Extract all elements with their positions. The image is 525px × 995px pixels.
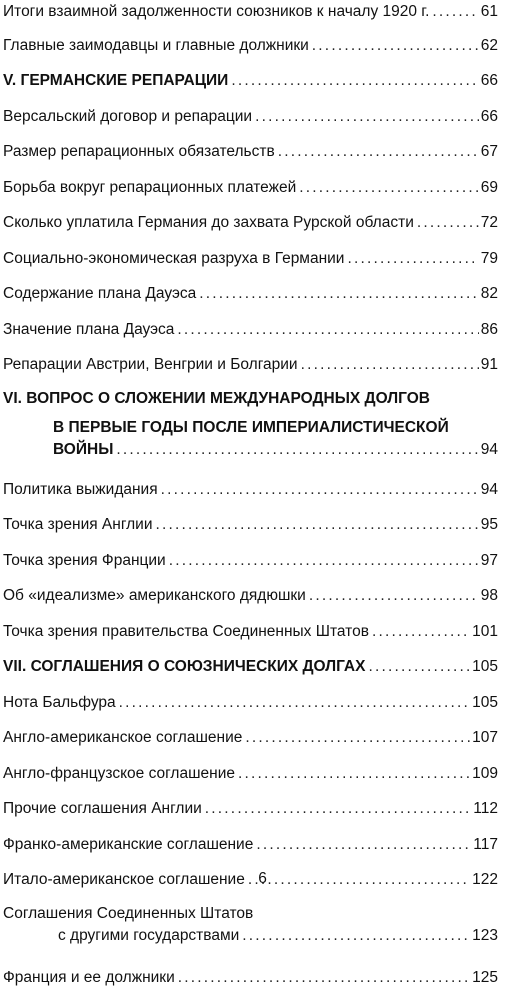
- toc-entry-page: 67: [480, 143, 498, 160]
- toc-leader-dots: [347, 250, 478, 268]
- toc-entry-page: 98: [480, 587, 498, 604]
- toc-section-title-line: В ПЕРВЫЕ ГОДЫ ПОСЛЕ ИМПЕРИАЛИСТИЧЕСКОЙ: [53, 419, 449, 436]
- toc-leader-dots: [199, 285, 479, 303]
- toc-entry: [3, 98, 498, 134]
- toc-entry-page: 82: [480, 285, 498, 302]
- toc-entry: [3, 27, 498, 63]
- toc-entry: [3, 684, 498, 720]
- toc-entry-page: 86: [480, 320, 498, 338]
- toc-entry-page: 112: [473, 800, 498, 817]
- toc-entry: [3, 276, 498, 312]
- toc-entry-page: 61: [480, 3, 498, 20]
- toc-entry: [3, 542, 498, 578]
- toc-section-heading: [3, 382, 498, 471]
- toc-entry-title: Англо-американское соглашение: [3, 729, 243, 746]
- toc-entry-title: Размер репарационных обязательств: [3, 143, 275, 160]
- toc-entry-page: 66: [480, 72, 498, 89]
- toc-entry-page: 105: [472, 658, 498, 675]
- toc-entry-title: Точка зрения правительства Соединенных Штатов: [3, 622, 369, 640]
- toc-entry-title: Об «идеализме» американского дядюшки: [3, 587, 306, 604]
- toc-entry-title: Итоги взаимной задолженности союзников к началу 1920 г.: [3, 3, 430, 20]
- toc-entry-title: Прочие соглашения Англии: [3, 800, 202, 817]
- toc-entry-page: 125: [472, 968, 498, 986]
- toc-entry-title: Социально-экономическая разруха в Германии: [3, 249, 345, 267]
- page-number: 6: [258, 870, 267, 887]
- toc-entry-page: 66: [480, 107, 498, 125]
- toc-entry: [3, 134, 498, 170]
- toc-entry-title: Сколько уплатила Германия до захвата Рурской области: [3, 214, 414, 231]
- toc-entry-title: Франко-американские соглашение: [3, 835, 254, 853]
- toc-entry-page: 123: [472, 927, 498, 944]
- toc-entry-page: 69: [480, 178, 498, 196]
- toc-leader-dots: [368, 658, 470, 676]
- toc-entry-title: Соглашения Соединенных Штатов: [3, 905, 254, 922]
- toc-entry-page: 122: [472, 871, 498, 888]
- toc-entry-page: 105: [472, 693, 498, 711]
- toc-entry-page: 97: [480, 551, 498, 569]
- toc-entry: [3, 0, 498, 27]
- toc-entry-page: 107: [472, 729, 498, 746]
- toc-leader-dots: [205, 800, 472, 818]
- toc-leader-dots: [372, 623, 470, 641]
- toc-leader-dots: [161, 481, 479, 499]
- toc-leader-dots: [255, 108, 479, 126]
- toc-entry: [3, 347, 498, 383]
- toc-section-title-line: VI. ВОПРОС О СЛОЖЕНИИ МЕЖДУНАРОДНЫХ ДОЛГОВ: [3, 390, 430, 407]
- toc-entry-page: 117: [473, 835, 498, 853]
- toc-entry: [3, 613, 498, 649]
- toc-entry-title: VII. СОГЛАШЕНИЯ О СОЮЗНИЧЕСКИХ ДОЛГАХ: [3, 658, 366, 675]
- toc-entry-page: 94: [480, 441, 498, 458]
- toc-entry: [3, 755, 498, 791]
- toc-entry: [3, 507, 498, 543]
- toc-entry-title: Значение плана Дауэса: [3, 320, 175, 338]
- toc-leader-dots: [301, 356, 479, 374]
- toc-entry-title: Репарации Австрии, Венгрии и Болгарии: [3, 356, 298, 373]
- toc-entry-page: 62: [480, 36, 498, 54]
- toc-entry-page: 95: [480, 516, 498, 533]
- toc-entry-title: Точка зрения Франции: [3, 551, 166, 569]
- toc-leader-dots: [116, 441, 478, 459]
- toc-entry-page: 101: [472, 622, 498, 640]
- toc-entry-page: 91: [480, 356, 498, 373]
- toc-entry: [3, 471, 498, 507]
- toc-entry: [3, 169, 498, 205]
- toc-entry: [3, 311, 498, 347]
- toc-leader-dots: [278, 143, 479, 161]
- toc-entry: [3, 240, 498, 276]
- toc-entry-page: 109: [472, 764, 498, 782]
- toc-entry-title: Англо-французское соглашение: [3, 764, 235, 782]
- toc-leader-dots: [256, 836, 471, 854]
- toc-section-heading: [3, 63, 498, 99]
- toc-leader-dots: [312, 37, 479, 55]
- toc-entry-title: Борьба вокруг репарационных платежей: [3, 178, 297, 196]
- toc-leader-dots: [242, 927, 470, 945]
- toc-entry-title: Нота Бальфура: [3, 693, 116, 711]
- toc-entry-page: 79: [480, 249, 498, 267]
- toc-section-heading: [3, 649, 498, 685]
- toc-entry-title: Главные заимодавцы и главные должники: [3, 36, 309, 54]
- toc-entry-title: Франция и ее должники: [3, 968, 175, 986]
- toc-entry-title: Точка зрения Англии: [3, 516, 153, 533]
- toc-entry: [3, 720, 498, 756]
- toc-entry-title: Версальский договор и репарации: [3, 107, 253, 125]
- toc-leader-dots: [156, 516, 479, 534]
- toc-leader-dots: [417, 214, 479, 232]
- toc-leader-dots: [119, 694, 470, 712]
- toc-entry-title: V. ГЕРМАНСКИЕ РЕПАРАЦИИ: [3, 72, 229, 89]
- toc-leader-dots: [238, 765, 470, 783]
- toc-entry-title: с другими государствами: [58, 927, 240, 944]
- toc-leader-dots: [178, 969, 470, 987]
- toc-leader-dots: [177, 321, 478, 339]
- toc-entry-title: Итало-американское соглашение: [3, 871, 245, 888]
- toc-leader-dots: [299, 179, 478, 197]
- toc-entry: [3, 205, 498, 241]
- toc-entry: [3, 791, 498, 827]
- toc-entry-title: Содержание плана Дауэса: [3, 285, 197, 302]
- toc-entry-page: 72: [480, 214, 498, 231]
- toc-leader-dots: [169, 552, 479, 570]
- toc-leader-dots: [231, 72, 478, 90]
- toc-entry: [3, 897, 498, 959]
- toc-entry: [3, 578, 498, 614]
- table-of-contents: [3, 0, 498, 995]
- toc-entry: [3, 826, 498, 862]
- toc-entry: [3, 959, 498, 995]
- toc-entry-page: 94: [480, 480, 498, 498]
- toc-leader-dots: [245, 729, 470, 747]
- toc-leader-dots: [432, 3, 478, 21]
- toc-entry-title: Политика выжидания: [3, 480, 158, 498]
- toc-leader-dots: [309, 587, 479, 605]
- toc-section-title-line: ВОЙНЫ: [53, 441, 114, 458]
